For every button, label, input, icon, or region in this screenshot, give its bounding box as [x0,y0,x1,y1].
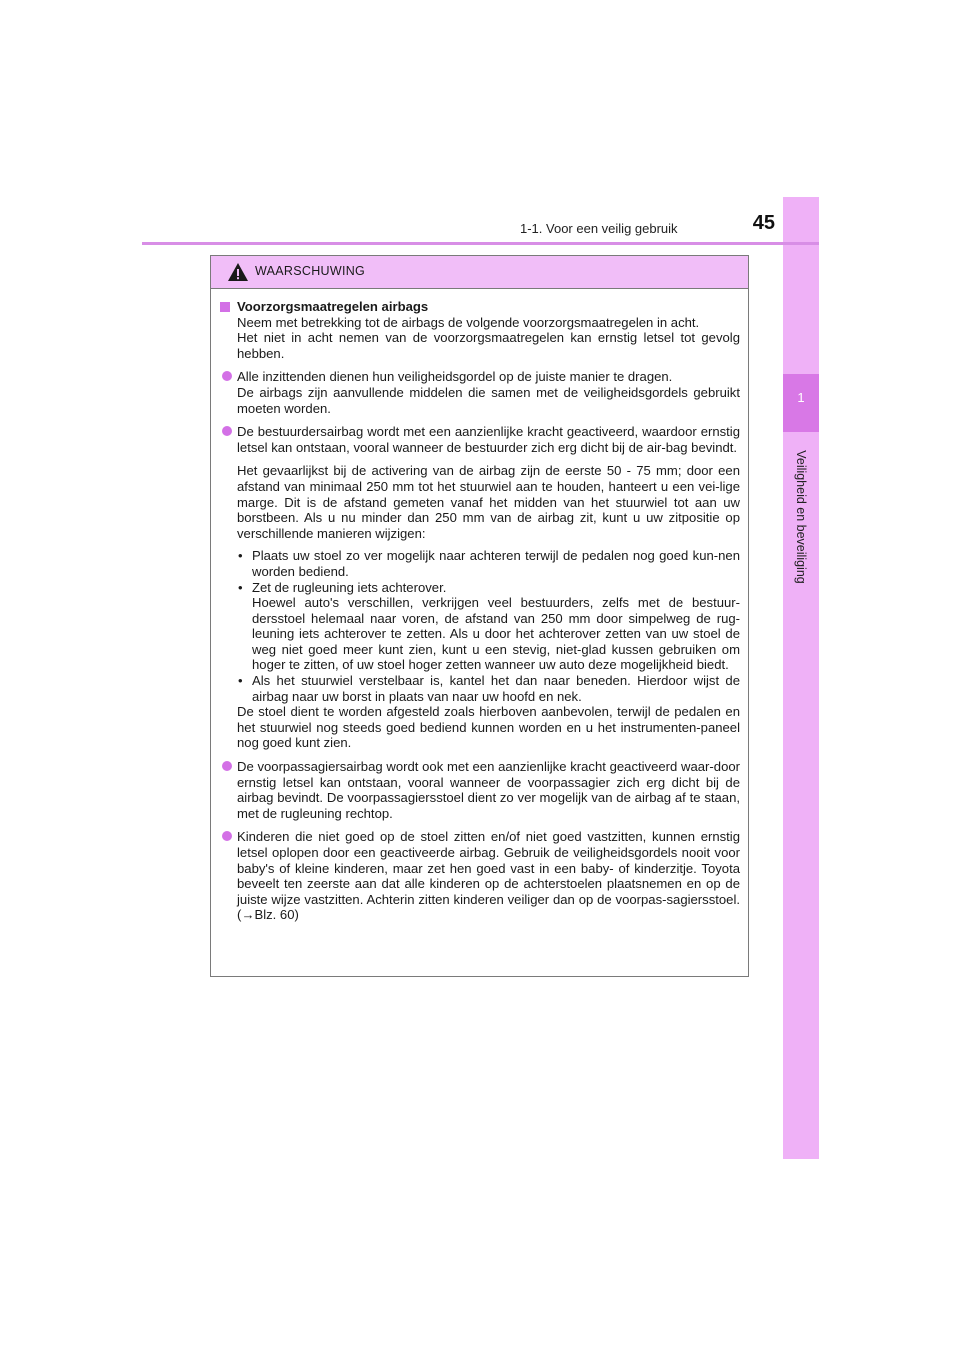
sub-item-text: Als het stuurwiel verstelbaar is, kantel het dan naar beneden. Hierdoor wijst de airbag naar uw borst in plaats van naar uw hoofd en nek. [252,673,740,704]
intro-text-2: Het niet in acht nemen van de voorzorgsmaatregelen kan ernstig letsel tot gevolg hebben. [237,330,740,361]
list-item [219,424,740,751]
circle-bullet-icon [222,831,232,841]
item-text: Kinderen die niet goed op de stoel zitten en/of niet goed vastzitten, kunnen ernstig letsel oplopen door een geactiveerde airbag. Gebruik de veiligheidsgordels nooit voor baby's of kleine kinderen, maar zet hen goed vast in een baby- of kinderzitje. Toyota beveelt ten zeerste aan dat alle kinderen op de achterstoelen plaatsnemen en op de juiste wijze vastzitten. Achterin zitten kinderen veiliger dan op de voorpas-sagiersstoel. (→Blz. 60) [237,829,740,923]
section-heading [219,299,740,315]
warning-triangle-icon [227,262,249,282]
header-rule [142,242,819,245]
sub-list [237,548,740,704]
item-text: De bestuurdersairbag wordt met een aanzienlijke kracht geactiveerd, waardoor ernstig letsel kan ontstaan, vooral wanneer de bestuurder zich erg dicht bij de air-bag bevindt. [237,424,740,455]
sub-item-text: Zet de rugleuning iets achterover. [252,579,447,595]
sub-item-extra: Hoewel auto's verschillen, verkrijgen veel bestuurders, zelfs met de bestuur-dersstoel helemaal naar voren, de afstand van 250 mm door simpelweg de rug-leuning iets achterover te zetten. Als u door het achterover zetten van uw stoel de weg niet goed meer kunt zien, kunt u een stevig, niet-glad kussen gebruiken om hoger te zitten, of uw stoel hoger zetten wanneer uw auto deze mogelijkheid biedt. [252,595,740,673]
sub-item [237,580,740,674]
item-lead: Alle inzittenden dienen hun veiligheidsgordel op de juiste manier te dragen. [237,369,673,385]
warning-header [211,256,748,289]
circle-bullet-icon [222,761,232,771]
item-paragraph: Het gevaarlijkst bij de activering van de airbag zijn de eerste 50 - 75 mm; door een afstand van minimaal 250 mm tot het stuurwiel aan te houden, hanteert u een vei-lige marge. Dit is de afstand gemeten vanaf het midden van het stuurwiel tot aan uw borstbeen. Als u nu minder dan 250 mm van de airbag zit, kunt u uw zitpositie op verschillende manieren wijzigen: [237,463,740,541]
chapter-number: 1 [797,390,805,405]
item-text: De airbags zijn aanvullende middelen die samen met de veiligheidsgordels gebruikt moeten worden. [237,384,740,416]
item-text: De voorpassagiersairbag wordt ook met een aanzienlijke kracht geactiveerd waar-door ernstig letsel kan ontstaan, vooral wanneer de voorpassagier zich erg dicht bij de airbag bevindt. De voorpassagiersstoel dient zo ver mogelijk van de airbag af te staan, met de rugleuning rechtop. [237,759,740,821]
list-item [219,759,740,821]
chapter-side-tab [783,197,819,1159]
page-number: 45 [752,212,775,234]
warning-body [211,289,748,923]
circle-bullet-icon [222,371,232,381]
list-item [219,829,740,923]
sub-item [237,548,740,579]
list-item [219,369,740,416]
chapter-title: Veiligheid en beveiliging [794,450,808,584]
warning-title: WAARSCHUWING [255,264,366,278]
section-header-title: 1-1. Voor een veilig gebruik [520,221,678,236]
sub-item [237,673,740,704]
section-title: Voorzorgsmaatregelen airbags [237,299,429,314]
item-after-text: De stoel dient te worden afgesteld zoals hierboven aanbevolen, terwijl de pedalen en het stuurwiel nog steeds goed bediend kunnen worden en u het instrumenten-paneel nog goed kunt zien. [237,704,740,751]
sub-bullet: • [238,673,243,689]
sub-item-text: Plaats uw stoel zo ver mogelijk naar achteren terwijl de pedalen nog goed kun-nen worden bediend. [252,548,740,579]
circle-bullet-icon [222,426,232,436]
square-bullet-icon [220,302,230,312]
sub-bullet: • [238,548,243,564]
intro-text: Neem met betrekking tot de airbags de volgende voorzorgsmaatregelen in acht. [237,314,700,330]
sub-bullet: • [238,579,243,595]
warning-box [210,255,749,977]
